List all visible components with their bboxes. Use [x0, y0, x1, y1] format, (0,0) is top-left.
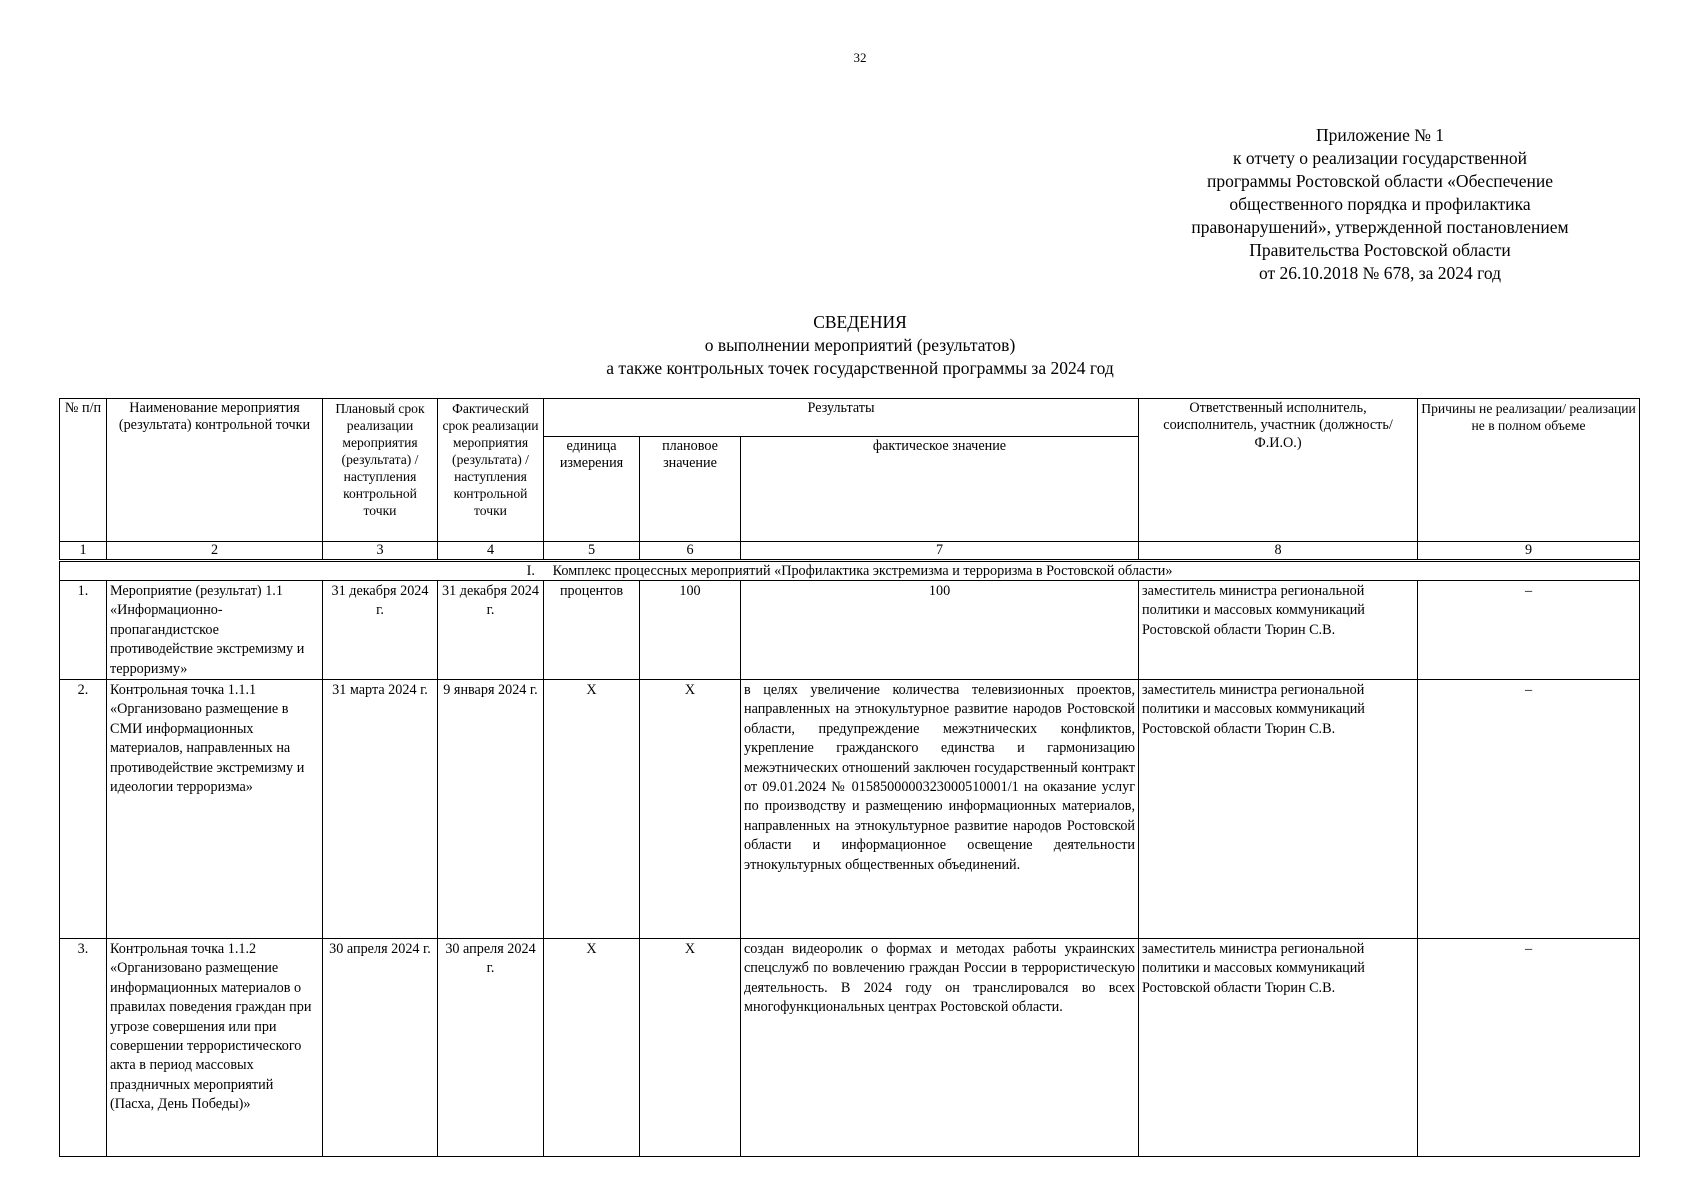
title-line-2: о выполнении мероприятий (результатов)	[704, 335, 1016, 355]
row-num: 3.	[60, 939, 107, 1157]
appendix-line: программы Ростовской области «Обеспечение	[1207, 171, 1553, 191]
table-row	[60, 680, 1640, 939]
header-results: Результаты	[544, 399, 1139, 437]
column-number: 4	[438, 542, 544, 561]
appendix-block	[1160, 124, 1600, 285]
row-plan-term: 31 декабря 2024 г.	[323, 581, 438, 680]
row-unit: X	[544, 939, 640, 1157]
row-name: Контрольная точка 1.1.1 «Организовано размещение в СМИ информационных материалов, направленных на противодействие экстремизму и идеологии терроризма»	[107, 680, 323, 939]
row-plan-term: 30 апреля 2024 г.	[323, 939, 438, 1157]
document-title	[0, 311, 1698, 380]
title-line-3: а также контрольных точек государственной программы за 2024 год	[606, 358, 1114, 378]
report-table	[59, 398, 1640, 1157]
row-fact-value: 100	[741, 581, 1139, 680]
row-fact-value: в целях увеличение количества телевизионных проектов, направленных на этнокультурное развитие народов Ростовской области, предупреждение межэтнических конфликтов, укрепление гражданского единства и гармонизацию межэтнических отношений заключен государственный контракт от 09.01.2024 № 0158500000323000510001/1 на оказание услуг по производству и размещению информационных материалов, направленных на этнокультурное развитие народов Ростовской области и информационное освещение деятельности этнокультурных общественных объединений.	[741, 680, 1139, 939]
row-name: Контрольная точка 1.1.2 «Организовано размещение информационных материалов о правилах поведения граждан при угрозе совершения или при совершении террористического акта в период массовых праздничных мероприятий (Пасха, День Победы)»	[107, 939, 323, 1157]
appendix-line: правонарушений», утвержденной постановлением	[1191, 217, 1569, 237]
section-title: I. Комплекс процессных мероприятий «Профилактика экстремизма и терроризма в Ростовской области»	[60, 561, 1640, 581]
row-plan-value: X	[640, 939, 741, 1157]
row-plan-value: 100	[640, 581, 741, 680]
row-fact-term: 9 января 2024 г.	[438, 680, 544, 939]
header-name: Наименование мероприятия (результата) контрольной точки	[107, 399, 323, 542]
header-unit: единица измерения	[544, 437, 640, 542]
row-plan-value: X	[640, 680, 741, 939]
row-responsible: заместитель министра региональной политики и массовых коммуникаций Ростовской области Тюрин С.В.	[1139, 939, 1418, 1157]
header-plan-value: плановое значение	[640, 437, 741, 542]
appendix-line: общественного порядка и профилактика	[1229, 194, 1531, 214]
table-row	[60, 939, 1640, 1157]
column-number-row	[60, 542, 1640, 561]
header-responsible: Ответственный исполнитель, соисполнитель, участник (должность/ Ф.И.О.)	[1139, 399, 1418, 542]
appendix-line: от 26.10.2018 № 678, за 2024 год	[1258, 263, 1502, 283]
column-number: 6	[640, 542, 741, 561]
appendix-line: Приложение № 1	[1315, 125, 1445, 145]
column-number: 2	[107, 542, 323, 561]
header-reasons: Причины не реализации/ реализации не в полном объеме	[1418, 399, 1640, 542]
row-responsible: заместитель министра региональной политики и массовых коммуникаций Ростовской области Тюрин С.В.	[1139, 581, 1418, 680]
column-number: 8	[1139, 542, 1418, 561]
table-row	[60, 581, 1640, 680]
row-num: 2.	[60, 680, 107, 939]
row-num: 1.	[60, 581, 107, 680]
column-number: 9	[1418, 542, 1640, 561]
row-responsible: заместитель министра региональной политики и массовых коммуникаций Ростовской области Тюрин С.В.	[1139, 680, 1418, 939]
header-fact-term: Фактический срок реализации мероприятия (результата) / наступления контрольной точки	[438, 399, 544, 542]
appendix-line: Правительства Ростовской области	[1249, 240, 1511, 260]
column-number: 3	[323, 542, 438, 561]
row-reason: –	[1418, 939, 1640, 1157]
header-plan-term: Плановый срок реализации мероприятия (результата) / наступления контрольной точки	[323, 399, 438, 542]
row-unit: процентов	[544, 581, 640, 680]
row-reason: –	[1418, 680, 1640, 939]
row-unit: X	[544, 680, 640, 939]
row-fact-term: 31 декабря 2024 г.	[438, 581, 544, 680]
column-number: 5	[544, 542, 640, 561]
row-reason: –	[1418, 581, 1640, 680]
column-number: 7	[741, 542, 1139, 561]
page-number: 32	[853, 50, 867, 65]
title-line-1: СВЕДЕНИЯ	[813, 312, 907, 332]
header-num: № п/п	[60, 399, 107, 542]
row-plan-term: 31 марта 2024 г.	[323, 680, 438, 939]
row-fact-term: 30 апреля 2024 г.	[438, 939, 544, 1157]
header-fact-value: фактическое значение	[741, 437, 1139, 542]
row-name: Мероприятие (результат) 1.1 «Информационно-пропагандистское противодействие экстремизму и терроризму»	[107, 581, 323, 680]
column-number: 1	[60, 542, 107, 561]
row-fact-value: создан видеоролик о формах и методах работы украинских спецслужб по вовлечению граждан России в террористическую деятельность. В 2024 году он транслировался во всех многофункциональных центрах Ростовской области.	[741, 939, 1139, 1157]
appendix-line: к отчету о реализации государственной	[1233, 148, 1527, 168]
